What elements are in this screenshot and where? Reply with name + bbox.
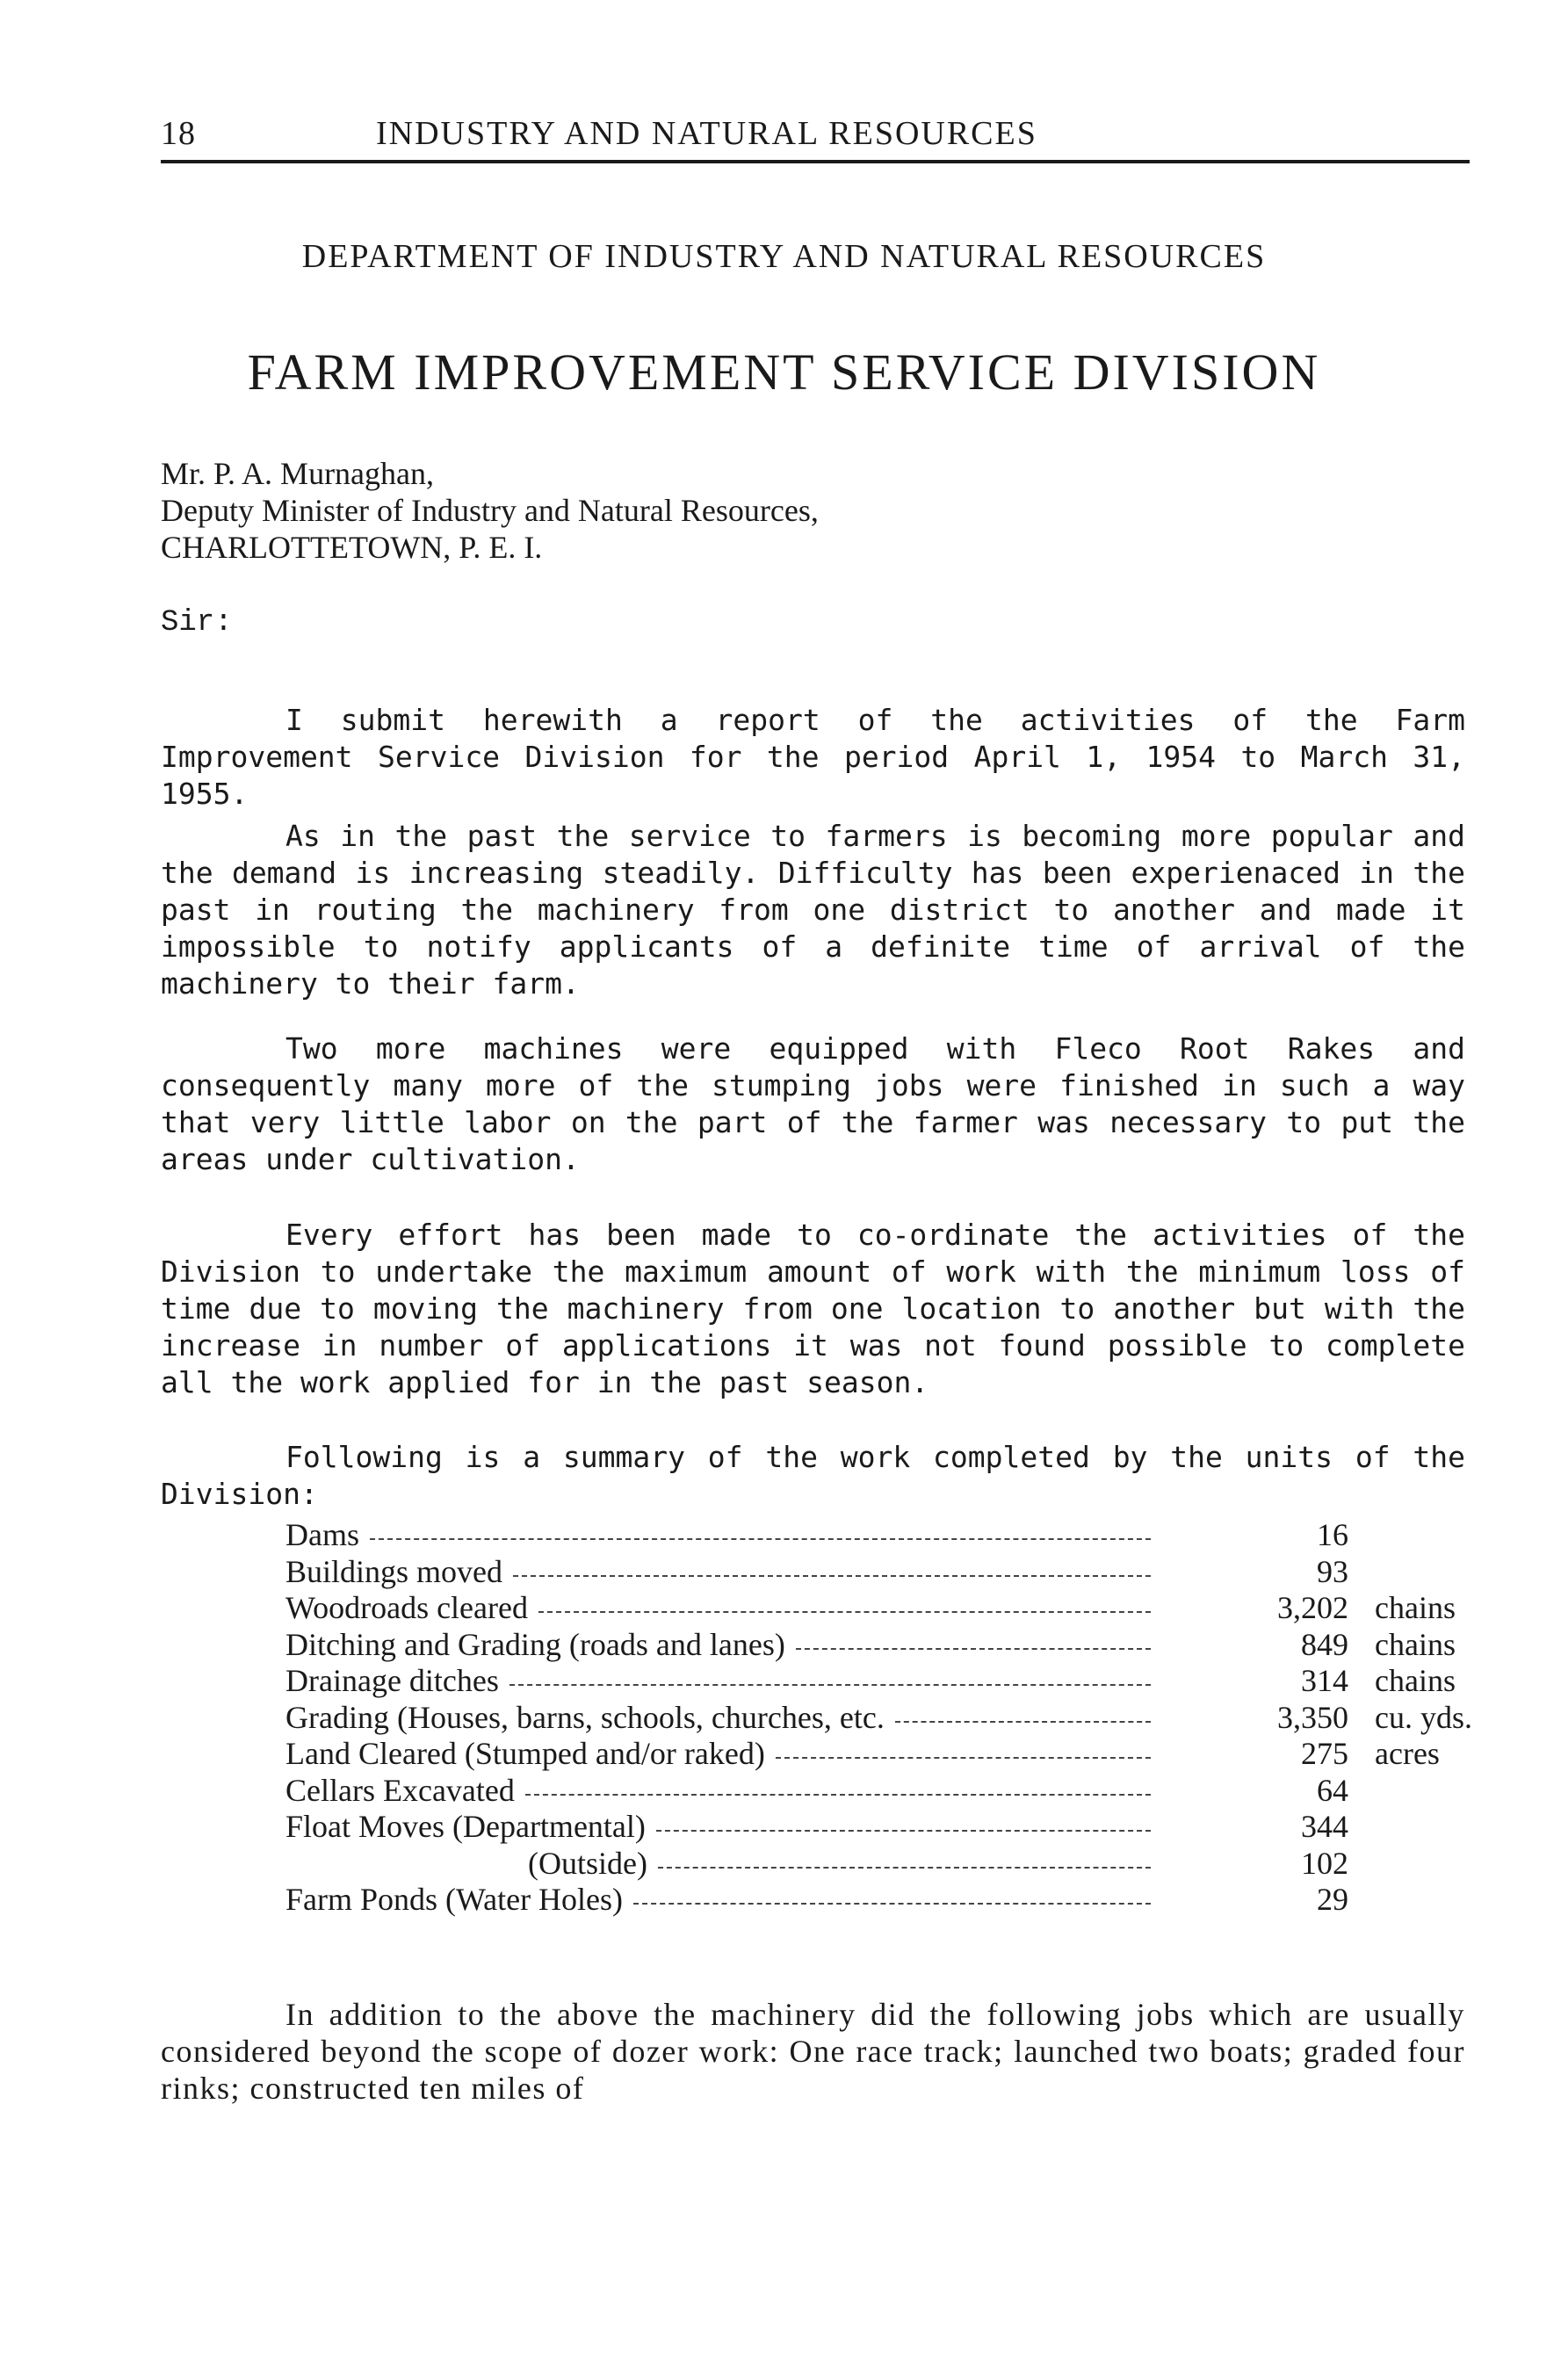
header-rule	[161, 160, 1470, 163]
summary-quantity: 344	[1301, 1809, 1348, 1844]
summary-label: Land Cleared (Stumped and/or raked)	[285, 1736, 765, 1771]
summary-label: Dams	[285, 1517, 359, 1552]
summary-unit: acres	[1375, 1736, 1440, 1771]
addressee-title: Deputy Minister of Industry and Natural Resources,	[161, 493, 819, 528]
summary-label: Ditching and Grading (roads and lanes)	[285, 1626, 785, 1662]
summary-label: Buildings moved	[285, 1553, 503, 1589]
summary-quantity: 29	[1317, 1882, 1348, 1917]
dot-leader	[658, 1867, 1151, 1869]
summary-quantity: 64	[1317, 1772, 1348, 1808]
summary-label: Woodroads cleared	[285, 1590, 528, 1625]
running-header	[161, 114, 1470, 158]
dot-leader	[370, 1538, 1151, 1540]
summary-label: Grading (Houses, barns, schools, churches, etc.	[285, 1699, 885, 1735]
division-title: FARM IMPROVEMENT SERVICE DIVISION	[247, 343, 1321, 401]
summary-quantity: 314	[1301, 1663, 1348, 1698]
summary-unit: chains	[1375, 1663, 1456, 1698]
summary-unit: cu. yds.	[1375, 1699, 1472, 1735]
summary-row	[285, 1590, 1498, 1627]
summary-row	[285, 1846, 1498, 1883]
addressee-block	[161, 455, 1434, 566]
summary-unit: chains	[1375, 1626, 1456, 1662]
addressee-location: CHARLOTTETOWN, P. E. I.	[161, 530, 543, 565]
department-heading: DEPARTMENT OF INDUSTRY AND NATURAL RESOURCES	[301, 238, 1267, 275]
summary-row	[285, 1517, 1498, 1554]
summary-label: Float Moves (Departmental)	[285, 1809, 646, 1844]
summary-row	[285, 1663, 1498, 1700]
addressee-name: Mr. P. A. Murnaghan,	[161, 456, 435, 491]
dot-leader	[538, 1611, 1151, 1613]
summary-row	[285, 1773, 1498, 1810]
summary-quantity: 102	[1301, 1845, 1348, 1881]
summary-unit: chains	[1375, 1590, 1456, 1625]
summary-label: Farm Ponds (Water Holes)	[285, 1882, 624, 1917]
dot-leader	[895, 1721, 1151, 1723]
summary-row	[285, 1554, 1498, 1591]
summary-row	[285, 1809, 1498, 1846]
paragraph-3: Two more machines were equipped with Fleco Root Rakes and consequently many more of the stumping jobs were finished in such a way that very little labor on the part of the farmer was necessary to put the areas under cultivation.	[161, 1031, 1465, 1176]
page-number: 18	[161, 115, 196, 152]
summary-label: (Outside)	[528, 1845, 647, 1881]
dot-leader	[633, 1903, 1151, 1905]
dot-leader	[776, 1757, 1151, 1759]
work-summary-list	[285, 1517, 1498, 1919]
summary-row	[285, 1627, 1498, 1664]
summary-quantity: 16	[1317, 1517, 1348, 1552]
salutation: Sir:	[161, 606, 233, 640]
summary-quantity: 3,350	[1277, 1699, 1348, 1735]
summary-label: Cellars Excavated	[285, 1772, 515, 1808]
paragraph-5: Following is a summary of the work completed by the units of the Division:	[161, 1440, 1465, 1511]
dot-leader	[525, 1794, 1151, 1796]
summary-row	[285, 1882, 1498, 1919]
paragraph-2: As in the past the service to farmers is becoming more popular and the demand is increasing steadily. Difficulty has been experienaced in the past in routing the machinery from one district to another and made it impossible to notify applicants of a definite time of arrival of the machinery to their farm.	[161, 819, 1465, 1001]
summary-quantity: 275	[1301, 1736, 1348, 1771]
dot-leader	[513, 1575, 1151, 1577]
summary-row	[285, 1700, 1498, 1737]
summary-row	[285, 1736, 1498, 1773]
summary-quantity: 93	[1317, 1553, 1348, 1589]
paragraph-6: In addition to the above the machinery did the following jobs which are usually considered beyond the scope of dozer work: One race track; launched two boats; graded four rinks; constructed ten miles of	[161, 1997, 1465, 2106]
summary-label: Drainage ditches	[285, 1663, 499, 1698]
dot-leader	[796, 1648, 1151, 1650]
running-title: INDUSTRY AND NATURAL RESOURCES	[376, 115, 1037, 152]
dot-leader	[509, 1684, 1151, 1686]
summary-quantity: 3,202	[1277, 1590, 1348, 1625]
dot-leader	[656, 1830, 1151, 1832]
paragraph-1: I submit herewith a report of the activities of the Farm Improvement Service Division for the period April 1, 1954 to March 31, 1955.	[161, 703, 1465, 811]
summary-quantity: 849	[1301, 1626, 1348, 1662]
paragraph-4: Every effort has been made to co-ordinate the activities of the Division to undertake the maximum amount of work with the minimum loss of time due to moving the machinery from one location to another but with the increase in number of applications it was not found possible to complete all the work applied for in the past season.	[161, 1218, 1465, 1399]
